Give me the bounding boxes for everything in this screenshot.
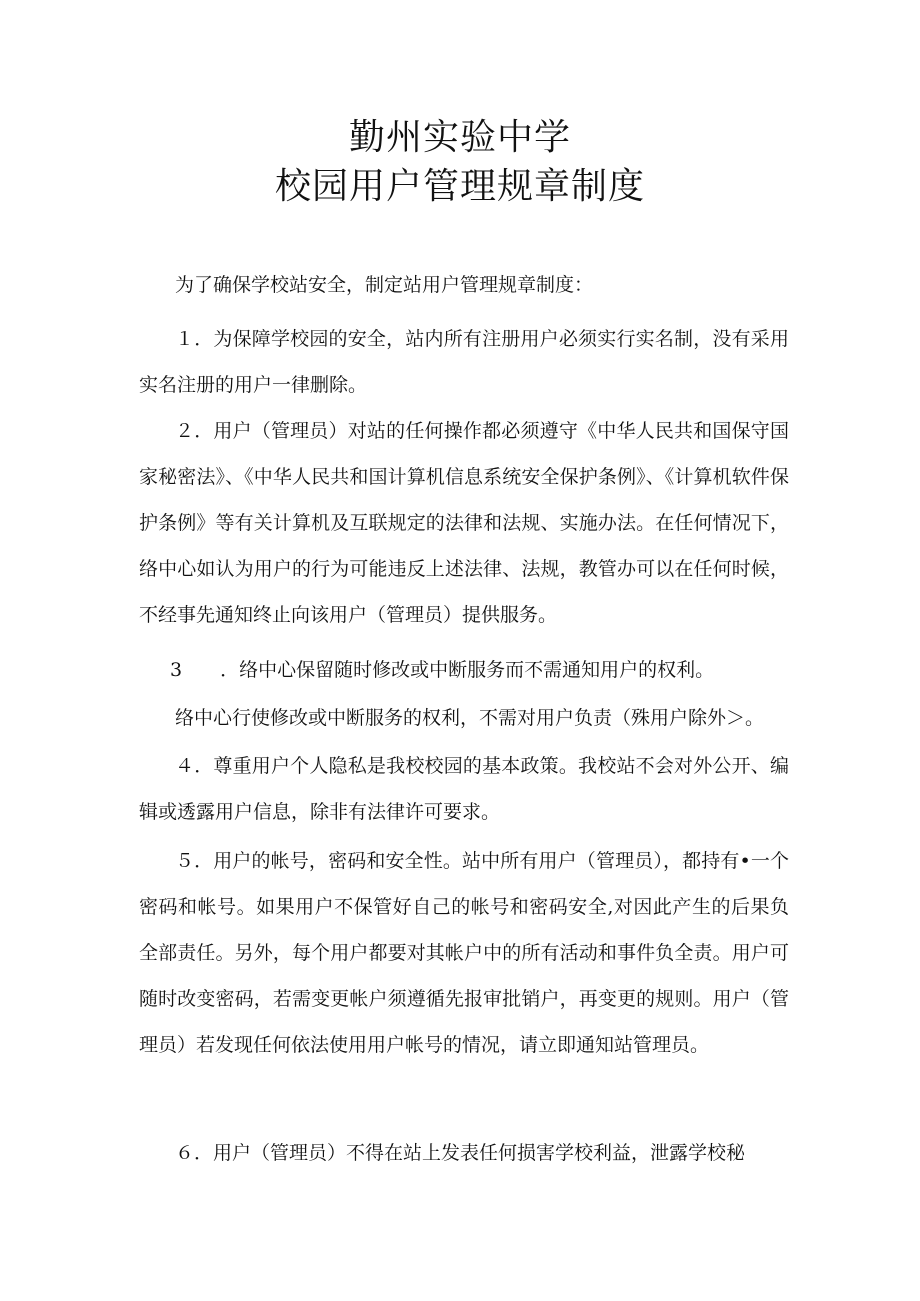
item-3-continuation: 络中心行使修改或中断服务的权利，不需对用户负责（殊用户除外＞。 <box>175 707 765 729</box>
item-6-paragraph: ６．用户（管理员）不得在站上发表任何损害学校利益，泄露学校秘 <box>175 1142 746 1164</box>
regulation-title: 校园用户管理规章制度 <box>274 166 645 207</box>
item-3-paragraph: 3 ．络中心保留随时修改或中断服务而不需通知用户的权利。 <box>170 659 715 681</box>
item-2-paragraph: ２．用户（管理员）对站的任何操作都必须遵守《中华人民共和国保守国家秘密法》、《中华人民共和国计算机信息系统安全保护条例》、《计算机软件保护条例》等有关计算机及互联规定的法律和法规、实施办法。在任何情况下，络中心如认为用户的行为可能违反上述法律、法规，教管办可以在任何时候，不经事先通知终止向该用户（管理员）提供服务。 <box>139 420 789 626</box>
item-1-paragraph: １．为保障学校园的安全，站内所有注册用户必须实行实名制，没有采用实名注册的用户一律删除。 <box>139 328 789 396</box>
intro-paragraph: 为了确保学校站安全，制定站用户管理规章制度： <box>175 274 594 296</box>
school-name-title: 勤州实验中学 <box>348 117 571 158</box>
item-4-paragraph: ４．尊重用户个人隐私是我校校园的基本政策。我校站不会对外公开、编辑或透露用户信息，除非有法律许可要求。 <box>139 755 789 823</box>
item-5-paragraph: ５．用户的帐号，密码和安全性。站中所有用户（管理员），都持有•一个密码和帐号。如果用户不保管好自己的帐号和密码安全,对因此产生的后果负全部责任。另外，每个用户都要对其帐户中的所有活动和事件负全责。用户可随时改变密码，若需变更帐户须遵循先报审批销户，再变更的规则。用户（管理员）若发现任何依法使用用户帐号的情况，请立即通知站管理员。 <box>139 850 789 1056</box>
